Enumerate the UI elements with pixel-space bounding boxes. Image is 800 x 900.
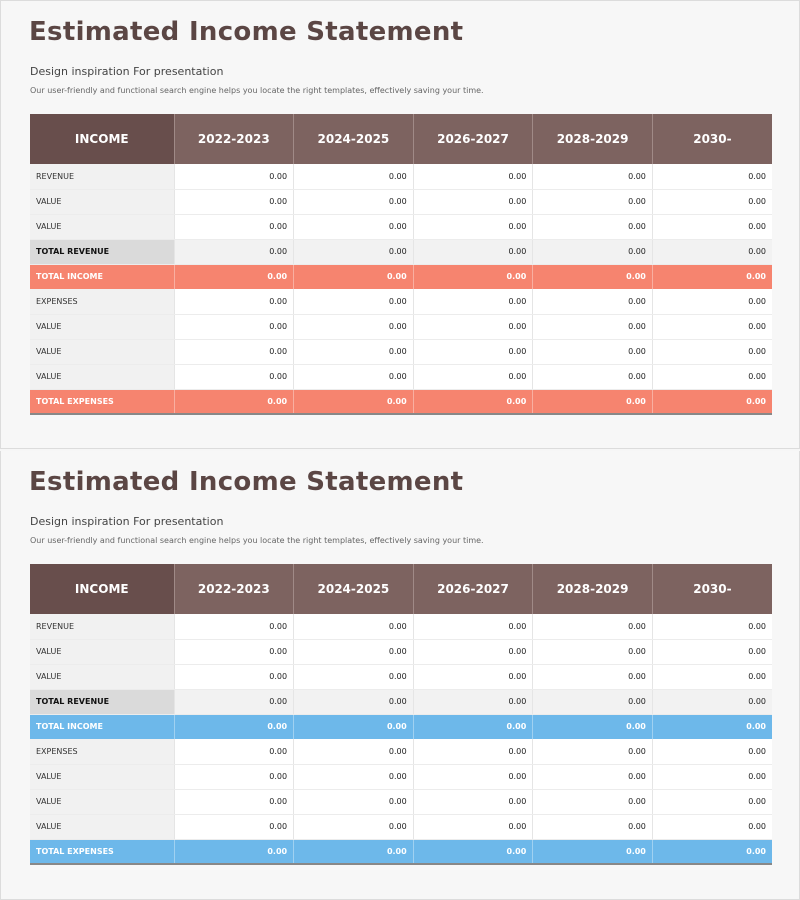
column-header: 2028-2029: [533, 564, 653, 614]
cell-value: 0.00: [174, 739, 294, 764]
statement-panel: [0, 451, 800, 900]
cell-value: 0.00: [533, 614, 653, 639]
table-row: [30, 814, 772, 839]
cell-value: 0.00: [174, 389, 294, 414]
cell-value: 0.00: [533, 264, 653, 289]
cell-value: 0.00: [533, 664, 653, 689]
cell-value: 0.00: [533, 764, 653, 789]
cell-value: 0.00: [294, 239, 414, 264]
cell-value: 0.00: [294, 739, 414, 764]
income-table: [30, 564, 772, 865]
cell-value: 0.00: [652, 739, 772, 764]
cell-value: 0.00: [652, 164, 772, 189]
cell-value: 0.00: [174, 364, 294, 389]
table-row: [30, 639, 772, 664]
cell-value: 0.00: [174, 264, 294, 289]
cell-value: 0.00: [533, 639, 653, 664]
cell-value: 0.00: [533, 814, 653, 839]
cell-value: 0.00: [294, 389, 414, 414]
column-header: 2022-2023: [174, 564, 294, 614]
subtotal-row: [30, 239, 772, 264]
cell-value: 0.00: [533, 714, 653, 739]
table-header-row: [30, 114, 772, 164]
cell-value: 0.00: [294, 839, 414, 864]
cell-value: 0.00: [174, 764, 294, 789]
cell-value: 0.00: [413, 264, 533, 289]
table-row: [30, 664, 772, 689]
subtotal-row: [30, 689, 772, 714]
row-label: TOTAL INCOME: [30, 264, 174, 289]
column-header: 2030-: [652, 564, 772, 614]
cell-value: 0.00: [294, 789, 414, 814]
cell-value: 0.00: [652, 389, 772, 414]
cell-value: 0.00: [533, 389, 653, 414]
cell-value: 0.00: [413, 239, 533, 264]
cell-value: 0.00: [294, 714, 414, 739]
description: Our user-friendly and functional search engine helps you locate the right templates, effectively saving your time.: [30, 536, 484, 545]
cell-value: 0.00: [413, 814, 533, 839]
table-row: [30, 314, 772, 339]
row-label: VALUE: [30, 789, 174, 814]
row-label: VALUE: [30, 764, 174, 789]
row-label: VALUE: [30, 639, 174, 664]
cell-value: 0.00: [533, 289, 653, 314]
column-header: 2022-2023: [174, 114, 294, 164]
cell-value: 0.00: [652, 339, 772, 364]
column-header: 2024-2025: [294, 114, 414, 164]
total-row: [30, 714, 772, 739]
cell-value: 0.00: [533, 189, 653, 214]
cell-value: 0.00: [533, 239, 653, 264]
cell-value: 0.00: [413, 189, 533, 214]
row-label: EXPENSES: [30, 739, 174, 764]
cell-value: 0.00: [652, 814, 772, 839]
cell-value: 0.00: [174, 614, 294, 639]
cell-value: 0.00: [174, 164, 294, 189]
column-header: INCOME: [30, 564, 174, 614]
cell-value: 0.00: [294, 614, 414, 639]
cell-value: 0.00: [413, 739, 533, 764]
cell-value: 0.00: [652, 664, 772, 689]
description: Our user-friendly and functional search engine helps you locate the right templates, effectively saving your time.: [30, 86, 484, 95]
page-title: Estimated Income Statement: [29, 467, 464, 497]
row-label: VALUE: [30, 364, 174, 389]
cell-value: 0.00: [652, 839, 772, 864]
cell-value: 0.00: [413, 389, 533, 414]
cell-value: 0.00: [174, 339, 294, 364]
cell-value: 0.00: [533, 164, 653, 189]
cell-value: 0.00: [413, 364, 533, 389]
row-label: TOTAL EXPENSES: [30, 389, 174, 414]
cell-value: 0.00: [294, 189, 414, 214]
table-row: [30, 789, 772, 814]
cell-value: 0.00: [294, 639, 414, 664]
cell-value: 0.00: [413, 789, 533, 814]
cell-value: 0.00: [533, 839, 653, 864]
subtitle: Design inspiration For presentation: [30, 65, 224, 78]
cell-value: 0.00: [652, 689, 772, 714]
cell-value: 0.00: [652, 364, 772, 389]
row-label: TOTAL INCOME: [30, 714, 174, 739]
cell-value: 0.00: [533, 314, 653, 339]
cell-value: 0.00: [174, 814, 294, 839]
table-row: [30, 364, 772, 389]
cell-value: 0.00: [174, 214, 294, 239]
cell-value: 0.00: [294, 314, 414, 339]
cell-value: 0.00: [652, 639, 772, 664]
cell-value: 0.00: [294, 364, 414, 389]
row-label: REVENUE: [30, 614, 174, 639]
cell-value: 0.00: [413, 314, 533, 339]
total-row: [30, 389, 772, 414]
row-label: EXPENSES: [30, 289, 174, 314]
cell-value: 0.00: [652, 614, 772, 639]
cell-value: 0.00: [533, 789, 653, 814]
row-label: VALUE: [30, 664, 174, 689]
cell-value: 0.00: [294, 664, 414, 689]
cell-value: 0.00: [294, 289, 414, 314]
column-header: 2028-2029: [533, 114, 653, 164]
cell-value: 0.00: [294, 764, 414, 789]
cell-value: 0.00: [413, 164, 533, 189]
cell-value: 0.00: [652, 289, 772, 314]
total-row: [30, 839, 772, 864]
cell-value: 0.00: [413, 839, 533, 864]
cell-value: 0.00: [294, 214, 414, 239]
cell-value: 0.00: [652, 214, 772, 239]
table-row: [30, 614, 772, 639]
table-header-row: [30, 564, 772, 614]
table-row: [30, 289, 772, 314]
cell-value: 0.00: [174, 189, 294, 214]
cell-value: 0.00: [174, 314, 294, 339]
cell-value: 0.00: [413, 289, 533, 314]
row-label: TOTAL REVENUE: [30, 689, 174, 714]
row-label: VALUE: [30, 339, 174, 364]
table-row: [30, 739, 772, 764]
row-label: REVENUE: [30, 164, 174, 189]
cell-value: 0.00: [413, 664, 533, 689]
cell-value: 0.00: [174, 239, 294, 264]
row-label: VALUE: [30, 314, 174, 339]
cell-value: 0.00: [174, 839, 294, 864]
column-header: 2026-2027: [413, 564, 533, 614]
cell-value: 0.00: [652, 714, 772, 739]
cell-value: 0.00: [652, 789, 772, 814]
cell-value: 0.00: [413, 689, 533, 714]
statement-panel: [0, 0, 800, 449]
cell-value: 0.00: [413, 714, 533, 739]
cell-value: 0.00: [294, 814, 414, 839]
row-label: TOTAL EXPENSES: [30, 839, 174, 864]
cell-value: 0.00: [533, 689, 653, 714]
page-title: Estimated Income Statement: [29, 17, 464, 47]
column-header: 2026-2027: [413, 114, 533, 164]
cell-value: 0.00: [413, 639, 533, 664]
subtitle: Design inspiration For presentation: [30, 515, 224, 528]
cell-value: 0.00: [533, 214, 653, 239]
cell-value: 0.00: [413, 614, 533, 639]
cell-value: 0.00: [174, 289, 294, 314]
total-row: [30, 264, 772, 289]
column-header: 2024-2025: [294, 564, 414, 614]
cell-value: 0.00: [652, 764, 772, 789]
cell-value: 0.00: [294, 689, 414, 714]
cell-value: 0.00: [413, 764, 533, 789]
row-label: TOTAL REVENUE: [30, 239, 174, 264]
column-header: INCOME: [30, 114, 174, 164]
cell-value: 0.00: [294, 164, 414, 189]
cell-value: 0.00: [294, 264, 414, 289]
cell-value: 0.00: [652, 189, 772, 214]
row-label: VALUE: [30, 189, 174, 214]
column-header: 2030-: [652, 114, 772, 164]
cell-value: 0.00: [533, 739, 653, 764]
cell-value: 0.00: [533, 339, 653, 364]
cell-value: 0.00: [652, 264, 772, 289]
cell-value: 0.00: [174, 789, 294, 814]
income-table: [30, 114, 772, 415]
cell-value: 0.00: [174, 664, 294, 689]
cell-value: 0.00: [174, 714, 294, 739]
cell-value: 0.00: [652, 314, 772, 339]
cell-value: 0.00: [652, 239, 772, 264]
cell-value: 0.00: [413, 214, 533, 239]
table-row: [30, 164, 772, 189]
cell-value: 0.00: [174, 639, 294, 664]
row-label: VALUE: [30, 814, 174, 839]
table-row: [30, 764, 772, 789]
table-row: [30, 214, 772, 239]
cell-value: 0.00: [174, 689, 294, 714]
table-row: [30, 189, 772, 214]
table-row: [30, 339, 772, 364]
cell-value: 0.00: [413, 339, 533, 364]
cell-value: 0.00: [533, 364, 653, 389]
row-label: VALUE: [30, 214, 174, 239]
cell-value: 0.00: [294, 339, 414, 364]
